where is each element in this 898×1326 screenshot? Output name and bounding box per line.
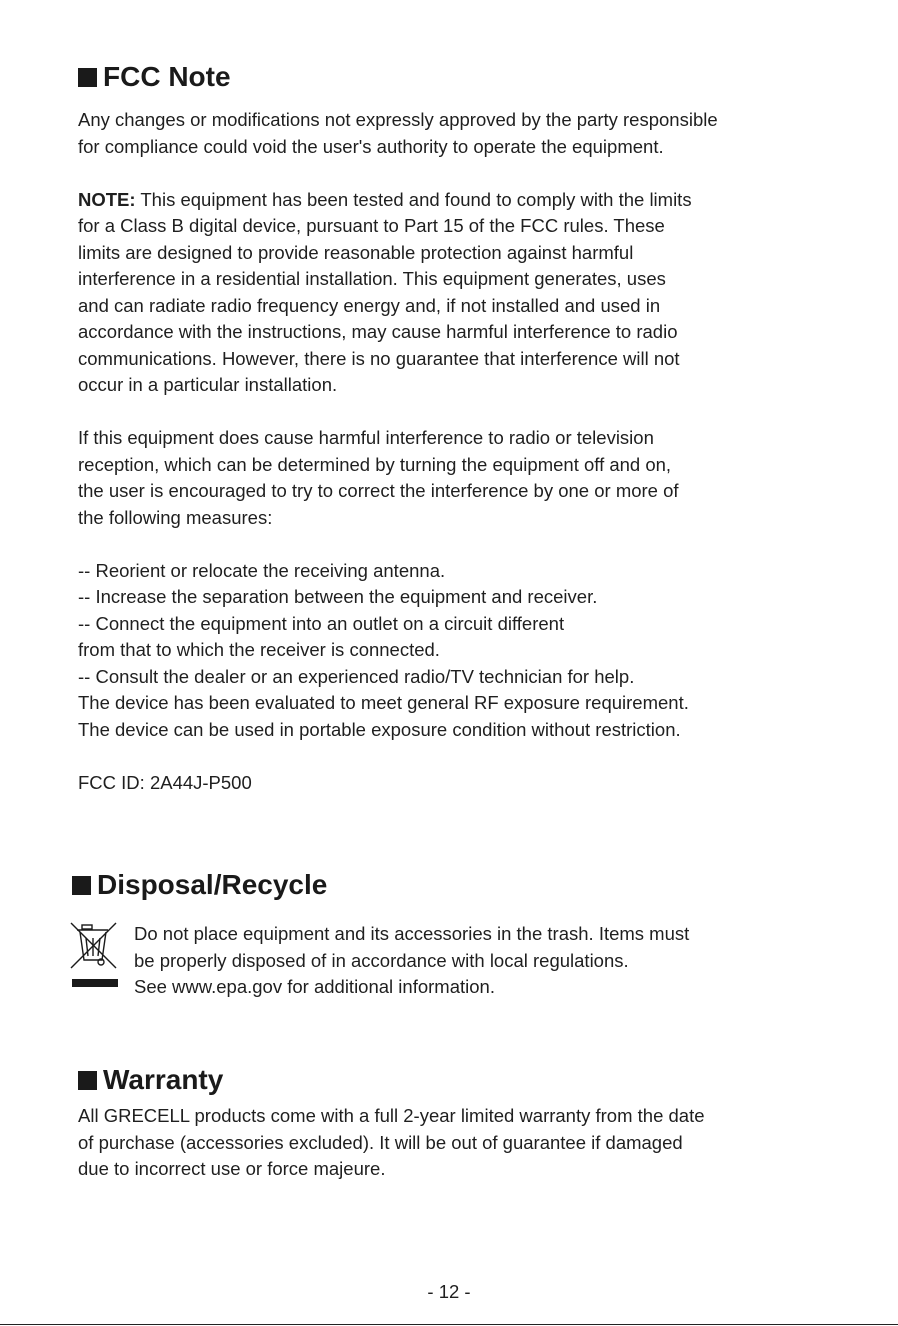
fcc-note-line: limits are designed to provide reasonable protection against harmful (78, 241, 634, 263)
disposal-line: Do not place equipment and its accessories in the trash. Items must (134, 923, 690, 944)
disposal-line: be properly disposed of in accordance with local regulations. (134, 949, 629, 971)
heading-square-icon (72, 876, 91, 895)
interference-line: If this equipment does cause harmful interference to radio or television (78, 427, 654, 448)
disposal-line: See www.epa.gov for additional information. (134, 976, 495, 997)
warranty-body (78, 1103, 838, 1183)
fcc-note-line: occur in a particular installation. (78, 374, 338, 395)
note-first-text: This equipment has been tested and found to comply with the limits (140, 188, 692, 210)
disposal-body (134, 921, 894, 1001)
fcc-note-title: FCC Note (103, 61, 231, 92)
fcc-note-line (78, 187, 838, 214)
warranty-line: of purchase (accessories excluded). It will be out of guarantee if damaged (78, 1131, 683, 1153)
bottom-divider (0, 1324, 898, 1325)
measure-line: -- Increase the separation between the equipment and receiver. (78, 586, 598, 607)
warranty-title: Warranty (103, 1064, 224, 1095)
fcc-intro-line: Any changes or modifications not expressly approved by the party responsible (78, 109, 718, 130)
warranty-line: All GRECELL products come with a full 2-year limited warranty from the date (78, 1105, 705, 1126)
measure-line: The device has been evaluated to meet general RF exposure requirement. (78, 692, 689, 713)
crossed-out-wheelie-bin-icon (68, 920, 122, 990)
heading-square-icon (78, 68, 97, 87)
note-label: NOTE: (78, 188, 136, 210)
disposal-heading (72, 871, 327, 899)
warranty-heading (78, 1066, 223, 1094)
fcc-id: FCC ID: 2A44J-P500 (78, 771, 252, 793)
measure-line: The device can be used in portable exposure condition without restriction. (78, 718, 681, 740)
fcc-intro-line: for compliance could void the user's authority to operate the equipment. (78, 135, 664, 157)
fcc-note-line: communications. However, there is no guarantee that interference will not (78, 347, 680, 369)
measure-line: from that to which the receiver is connected. (78, 639, 440, 660)
fcc-note-line: and can radiate radio frequency energy and, if not installed and used in (78, 294, 661, 316)
heading-square-icon (78, 1071, 97, 1090)
disposal-title: Disposal/Recycle (97, 869, 328, 900)
interference-line: the following measures: (78, 506, 273, 528)
interference-line: the user is encouraged to try to correct the interference by one or more of (78, 480, 679, 501)
fcc-note-line: interference in a residential installation. This equipment generates, uses (78, 268, 666, 289)
warranty-line: due to incorrect use or force majeure. (78, 1158, 386, 1179)
fcc-note-line: accordance with the instructions, may cause harmful interference to radio (78, 321, 678, 342)
fcc-note-heading (78, 63, 231, 91)
interference-line: reception, which can be determined by turning the equipment off and on, (78, 453, 672, 475)
measure-line: -- Reorient or relocate the receiving antenna. (78, 559, 446, 581)
fcc-note-body (78, 107, 838, 796)
fcc-note-line: for a Class B digital device, pursuant to Part 15 of the FCC rules. These (78, 215, 665, 236)
measure-line: -- Consult the dealer or an experienced radio/TV technician for help. (78, 665, 635, 687)
page-number: - 12 - (427, 1281, 471, 1302)
measure-line: -- Connect the equipment into an outlet on a circuit different (78, 612, 565, 634)
